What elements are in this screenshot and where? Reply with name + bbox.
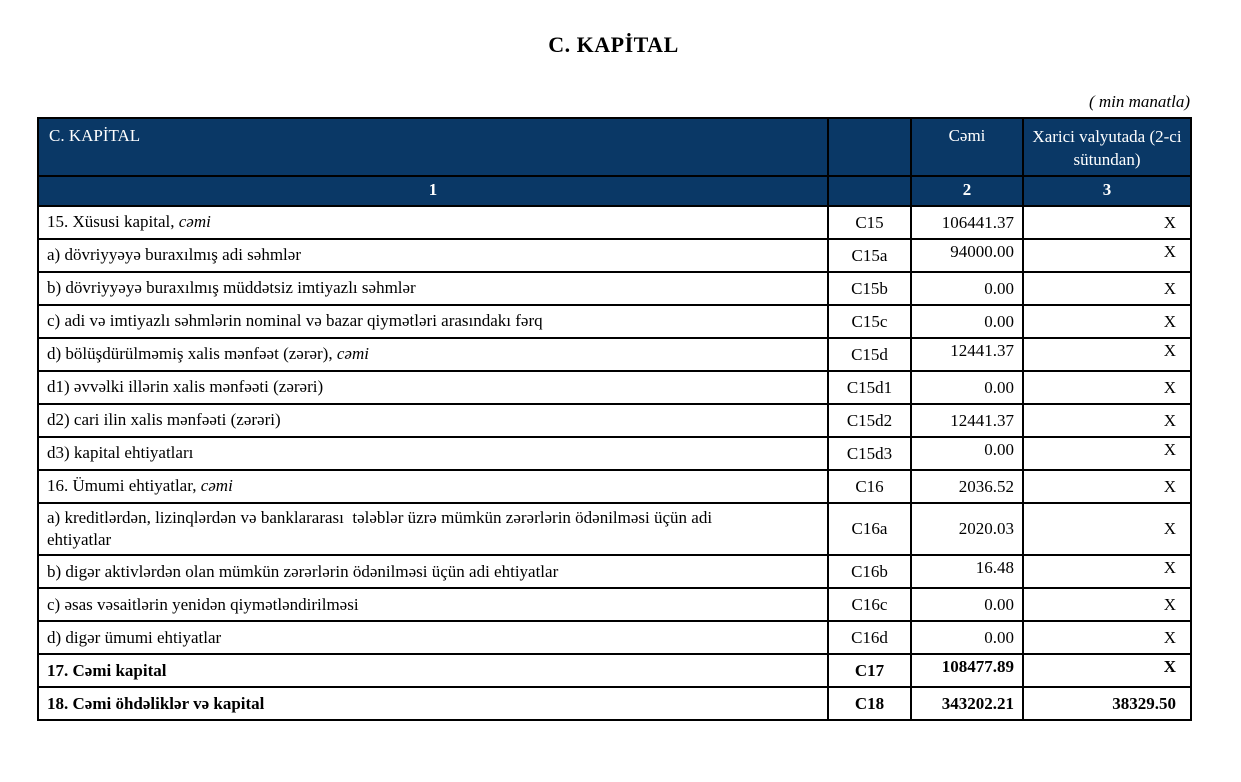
row-code: C15c [828,305,911,338]
row-foreign-value: X [1023,338,1191,371]
row-total-value: 343202.21 [911,687,1023,720]
header-total-column: Cəmi [911,118,1023,176]
row-foreign-value: X [1023,206,1191,239]
row-total-value: 106441.37 [911,206,1023,239]
table-row [38,654,1191,687]
table-row [38,503,1191,555]
column-number-code [828,176,911,206]
row-label: 16. Ümumi ehtiyatlar, cəmi [38,470,828,503]
row-total-value: 108477.89 [911,654,1023,687]
row-foreign-value: X [1023,371,1191,404]
row-code: C15d1 [828,371,911,404]
column-numbers-row [38,176,1191,206]
row-total-value: 12441.37 [911,338,1023,371]
row-code: C15d [828,338,911,371]
row-total-value: 0.00 [911,371,1023,404]
table-row [38,588,1191,621]
row-label-italic: cəmi [178,212,211,232]
row-label-italic: cəmi [336,344,369,364]
row-label: d) digər ümumi ehtiyatlar [38,621,828,654]
row-label: d2) cari ilin xalis mənfəəti (zərəri) [38,404,828,437]
table-row [38,371,1191,404]
row-total-value: 16.48 [911,555,1023,588]
row-label: d) bölüşdürülməmiş xalis mənfəət (zərər), cəmi [38,338,828,371]
header-section-title: C. KAPİTAL [38,118,828,176]
row-total-value: 0.00 [911,621,1023,654]
row-code: C16 [828,470,911,503]
row-label: b) dövriyyəyə buraxılmış müddətsiz imtiyazlı səhmlər [38,272,828,305]
row-label-italic: cəmi [200,476,233,496]
row-total-value: 0.00 [911,305,1023,338]
row-total-value: 0.00 [911,588,1023,621]
table-row [38,272,1191,305]
row-foreign-value: X [1023,437,1191,470]
row-total-value: 94000.00 [911,239,1023,272]
header-code-cell [828,118,911,176]
column-number-3: 3 [1023,176,1191,206]
capital-table [37,117,1192,721]
row-code: C15 [828,206,911,239]
row-total-value: 0.00 [911,272,1023,305]
header-row [38,118,1191,176]
page-title: C. KAPİTAL [548,32,679,57]
row-total-value: 0.00 [911,437,1023,470]
row-code: C16b [828,555,911,588]
row-code: C16c [828,588,911,621]
row-label: c) əsas vəsaitlərin yenidən qiymətləndirilməsi [38,588,828,621]
column-number-2: 2 [911,176,1023,206]
table-row [38,239,1191,272]
table-row [38,470,1191,503]
table-body [38,206,1191,720]
table-row [38,404,1191,437]
unit-note: ( min manatla) [1088,92,1190,111]
row-foreign-value: X [1023,239,1191,272]
row-code: C15d2 [828,404,911,437]
table-row [38,621,1191,654]
row-code: C15d3 [828,437,911,470]
row-code: C16d [828,621,911,654]
row-label: a) dövriyyəyə buraxılmış adi səhmlər [38,239,828,272]
table-row [38,437,1191,470]
row-code: C17 [828,654,911,687]
row-foreign-value: 38329.50 [1023,687,1191,720]
row-total-value: 2020.03 [911,503,1023,555]
row-code: C16a [828,503,911,555]
row-foreign-value: X [1023,272,1191,305]
table-row [38,338,1191,371]
row-total-value: 2036.52 [911,470,1023,503]
row-label: 18. Cəmi öhdəliklər və kapital [38,687,828,720]
row-foreign-value: X [1023,654,1191,687]
row-foreign-value: X [1023,404,1191,437]
row-label: d3) kapital ehtiyatları [38,437,828,470]
row-code: C15a [828,239,911,272]
row-code: C18 [828,687,911,720]
row-label: b) digər aktivlərdən olan mümkün zərərlərin ödənilməsi üçün adi ehtiyatlar [38,555,828,588]
header-foreign-column: Xarici valyutada (2-ci sütundan) [1023,118,1191,176]
row-label: c) adi və imtiyazlı səhmlərin nominal və bazar qiymətləri arasındakı fərq [38,305,828,338]
table-row [38,206,1191,239]
table-row [38,305,1191,338]
table-row [38,687,1191,720]
row-label: a) kreditlərdən, lizinqlərdən və banklararası tələblər üzrə mümkün zərərlərin ödənilməsi üçün adi ehtiyatlar [38,503,828,555]
table-header [38,118,1191,206]
row-label: 15. Xüsusi kapital, cəmi [38,206,828,239]
row-code: C15b [828,272,911,305]
row-foreign-value: X [1023,621,1191,654]
row-foreign-value: X [1023,555,1191,588]
row-label: 17. Cəmi kapital [38,654,828,687]
row-foreign-value: X [1023,470,1191,503]
table-row [38,555,1191,588]
row-total-value: 12441.37 [911,404,1023,437]
row-foreign-value: X [1023,305,1191,338]
row-label: d1) əvvəlki illərin xalis mənfəəti (zərəri) [38,371,828,404]
row-foreign-value: X [1023,588,1191,621]
row-foreign-value: X [1023,503,1191,555]
column-number-1: 1 [38,176,828,206]
